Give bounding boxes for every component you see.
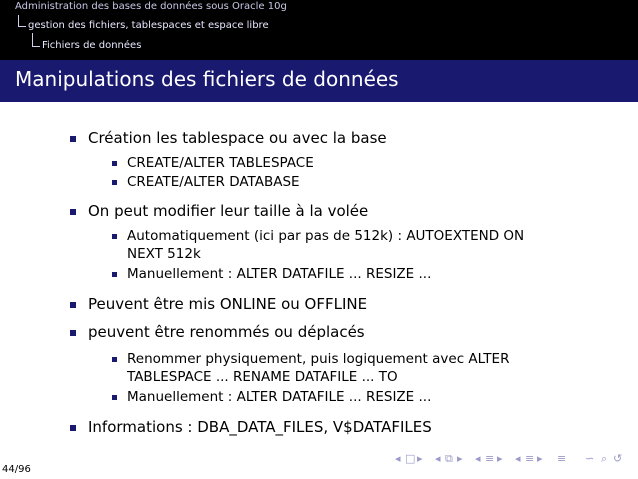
bullet-icon [112,161,117,166]
nav-part-icon[interactable]: ≡ [525,452,535,465]
list-item: On peut modifier leur taille à la volée [88,202,369,220]
bullet-icon [112,357,117,362]
bullet-icon [112,234,117,239]
list-item: Automatiquement (ici par pas de 512k) : AUTOEXTEND ON [127,228,525,244]
nav-prev-subsection-icon[interactable]: ◂ [435,452,441,465]
list-item: Manuellement : ALTER DATAFILE ... RESIZE ... [127,389,432,405]
breadcrumb-section[interactable]: gestion des fichiers, tablespaces et espace libre [28,20,269,31]
breadcrumb-tree-line [18,15,26,27]
nav-frame-icon[interactable]: □ [405,452,416,465]
bullet-icon [112,180,117,185]
nav-prev-section-icon[interactable]: ◂ [475,452,481,465]
nav-search-icon[interactable]: ∽ [585,452,595,465]
nav-section-icon[interactable]: ≡ [485,452,495,465]
bullet-icon [112,395,117,400]
bullet-icon [112,272,117,277]
slide-title: Manipulations des fichiers de données [15,67,399,91]
nav-next-subsection-icon[interactable]: ▸ [457,452,463,465]
nav-subsection-icon[interactable]: ⧉ [445,452,453,465]
list-item: Création les tablespace ou avec la base [88,129,387,147]
nav-next-frame-icon[interactable]: ▸ [417,452,423,465]
nav-prev-frame-icon[interactable]: ◂ [395,452,401,465]
list-item: Informations : DBA_DATA_FILES, V$DATAFILES [88,418,432,436]
bullet-icon [70,425,76,431]
nav-back-icon[interactable]: ↺ [613,452,623,465]
nav-next-section-icon[interactable]: ▸ [497,452,503,465]
nav-next-part-icon[interactable]: ▸ [537,452,543,465]
list-item-continuation: NEXT 512k [127,246,201,262]
bullet-icon [70,136,76,142]
list-item: Manuellement : ALTER DATAFILE ... RESIZE ... [127,266,432,282]
nav-prev-part-icon[interactable]: ◂ [515,452,521,465]
breadcrumb-subsection[interactable]: Fichiers de données [42,40,142,51]
list-item: peuvent être renommés ou déplacés [88,323,365,341]
list-item: Renommer physiquement, puis logiquement avec ALTER [127,351,510,367]
list-item: CREATE/ALTER TABLESPACE [127,155,314,171]
nav-zoom-icon[interactable]: ⌕ [601,452,608,465]
list-item: Peuvent être mis ONLINE ou OFFLINE [88,295,368,313]
page-number: 44/96 [2,464,31,475]
bullet-icon [70,330,76,336]
bullet-icon [70,209,76,215]
breadcrumb-tree-line [32,33,40,47]
breadcrumb-course[interactable]: Administration des bases de données sous Oracle 10g [15,1,287,12]
nav-align-icon[interactable]: ≡ [557,452,567,465]
list-item-continuation: TABLESPACE ... RENAME DATAFILE ... TO [127,369,398,385]
navigation-bar [395,452,635,466]
bullet-icon [70,302,76,308]
list-item: CREATE/ALTER DATABASE [127,174,300,190]
